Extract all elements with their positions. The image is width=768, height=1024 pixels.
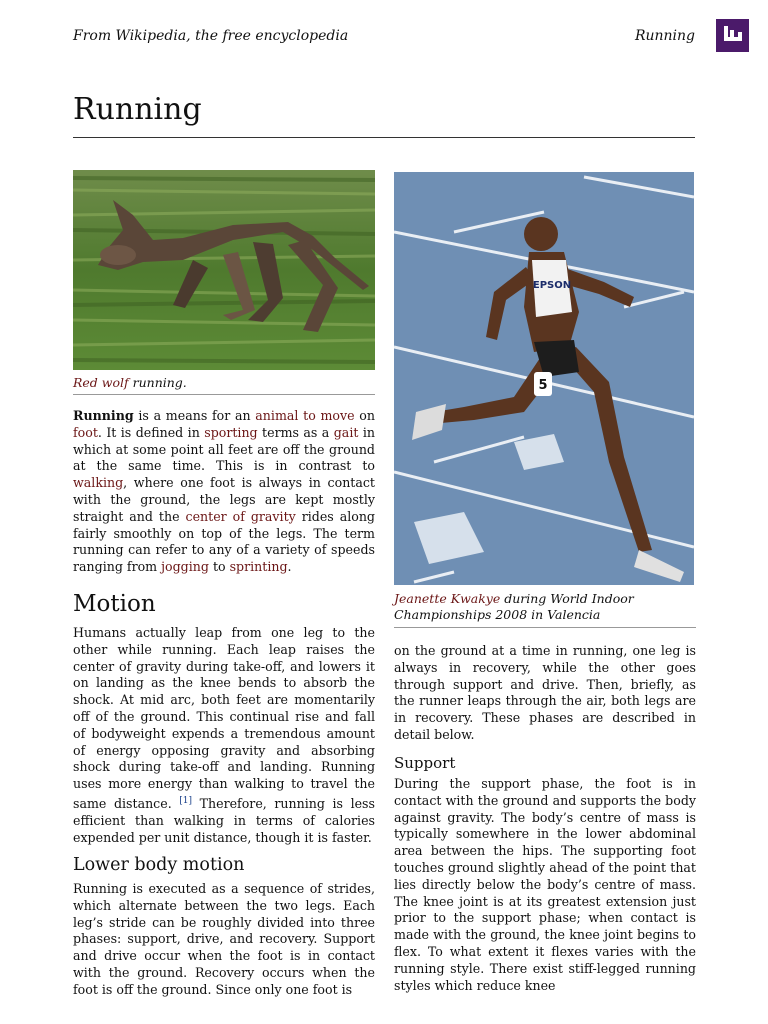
link-sprinting[interactable]: sprinting [229, 559, 288, 575]
intro-text: in which at some point all feet are off the ground at the same time. This is in contrast to [73, 424, 375, 474]
link-foot[interactable]: foot [73, 424, 98, 440]
motion-text: Therefore, running is less efficient than walking in terms of calories expended per unit distance, though it is faster. [73, 796, 375, 845]
lower-body-paragraph-right: on the ground at a time in running, one leg is always in recovery, while the other goes through support and drive. Then, briefly, as the runner leaps through the air, both legs are in recovery. These phases are described in detail below. [394, 643, 696, 742]
intro-text: to [208, 559, 230, 575]
reference-link[interactable]: [1] [179, 795, 193, 806]
intro-paragraph [73, 408, 375, 576]
lower-body-heading: Lower body motion [73, 855, 245, 875]
article-name: Running [634, 28, 695, 44]
caption-text: during World Indoor Championships 2008 in Valencia [394, 591, 634, 622]
motion-paragraph [73, 625, 375, 847]
red-wolf-caption [73, 375, 375, 391]
motion-heading: Motion [73, 591, 156, 617]
intro-text: on [354, 408, 375, 423]
athlete-caption [394, 591, 696, 623]
link-sporting[interactable]: sporting [204, 424, 258, 440]
link-jogging[interactable]: jogging [161, 559, 209, 575]
link-animal-to-move[interactable]: animal to move [255, 408, 355, 423]
caption-link-jeanette-kwakye[interactable]: Jeanette Kwakye [394, 591, 501, 606]
wikipedia-book-icon [716, 19, 749, 52]
intro-bold-term: Running [73, 408, 134, 423]
intro-text: is a means for an [133, 408, 256, 423]
intro-text: . It is defined in [97, 424, 205, 440]
motion-text: Humans actually leap from one leg to the other while running. Each leap raises the center of gravity during take-off, and lowers it on landing as the knee bends to absorb the shock. At mid arc, both feet are momentarily off of the ground. This continual rise and fall of bodyweight expends a tremendous amount of energy opposing gravity and absorbing shock during take-off and landing. Running uses more energy than walking to travel the same distance. [73, 625, 375, 812]
page-title: Running [73, 92, 202, 127]
support-heading: Support [394, 754, 456, 772]
athlete-image [394, 172, 694, 585]
caption-link-red-wolf[interactable]: Red wolf [73, 375, 129, 390]
red-wolf-image [73, 170, 375, 370]
caption-divider [73, 394, 375, 395]
link-gait[interactable]: gait [333, 424, 359, 440]
link-center-of-gravity[interactable]: center of gravity [185, 508, 296, 524]
caption-divider [394, 627, 696, 628]
link-walking[interactable]: walking [73, 475, 124, 491]
title-divider [73, 137, 695, 138]
source-line: From Wikipedia, the free encyclopedia [73, 28, 349, 44]
intro-text: , where one foot is always in contact with the ground, the legs are kept mostly straight and the [73, 475, 375, 524]
support-paragraph: During the support phase, the foot is in contact with the ground and supports the body against gravity. The body’s centre of mass is typically somewhere in the lower abdominal area between the hips. The supporting foot touches ground slightly ahead of the point that lies directly below the body’s centre of mass. The knee joint is at its greatest extension just prior to the support phase; when contact is made with the ground, the knee joint begins to flex. To what extent it flexes varies with the running style. There exist stiff-legged running styles which reduce knee [394, 776, 696, 993]
intro-text: terms as a [257, 424, 334, 440]
caption-text: running. [128, 375, 187, 390]
sponsor-logo-text: EPSON [532, 280, 572, 291]
intro-text: rides along fairly smoothly on top of the legs. The term running can refer to any of a variety of speeds ranging from [73, 508, 375, 575]
intro-text: . [287, 559, 292, 575]
lower-body-paragraph-left: Running is executed as a sequence of strides, which alternate between the two legs. Each leg’s stride can be roughly divided into three phases: support, drive, and recovery. Support and drive occur when the foot is in contact with the ground. Recovery occurs when the foot is off the ground. Since only one foot is [73, 881, 375, 997]
bib-number: 5 [538, 378, 548, 393]
